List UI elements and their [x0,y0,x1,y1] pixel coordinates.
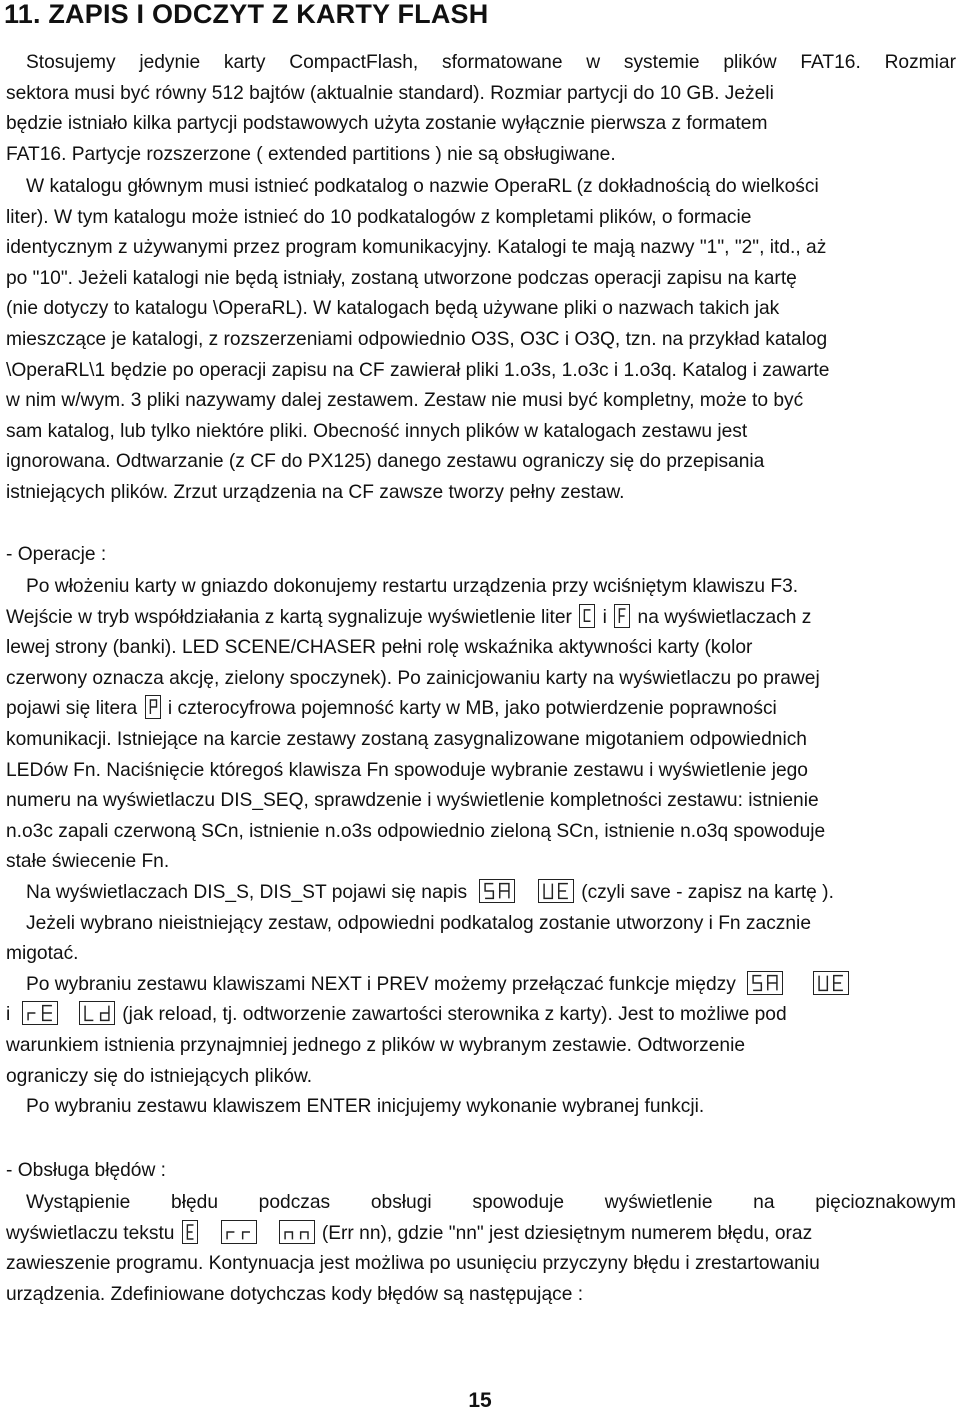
ops-line-8: numeru na wyświetlaczu DIS_SEQ, sprawdzenie i wyświetlenie kompletności zestawu: istnienie [6,790,819,812]
errors-line-2 [6,1219,956,1250]
intro-line-3: będzie istniało kilka partycji podstawowych użyta zostanie wyłącznie pierwsza z formatem [6,113,768,135]
operations-paragraph [6,572,956,1123]
errors-line-2a: wyświetlaczu tekstu [6,1222,175,1244]
section-title: 11. ZAPIS I ODCZYT Z KARTY FLASH [4,0,489,29]
ops-switch-text-b: i [6,1004,11,1026]
display-ue-icon-2 [813,971,849,995]
catalog-paragraph [6,172,956,509]
catalog-line-6: mieszczące je katalogi, z rozszerzeniami odpowiednio O3S, O3C i O3Q, tzn. na przykład katalog [6,328,828,350]
errors-paragraph [6,1188,956,1310]
ops-line-10: stałe świecenie Fn. [6,851,170,873]
catalog-line-5: (nie dotyczy to katalogu \OperaRL). W katalogach będą używane pliki o nazwach takich jak [6,298,780,320]
ops-enter-line: Po wybraniu zestawu klawiszem ENTER inicjujemy wykonanie wybranej funkcji. [26,1096,705,1118]
display-sa-icon [479,879,515,903]
ops-line-3: lewej strony (banki). LED SCENE/CHASER pełni rolę wskaźnika aktywności karty (kolor [6,637,753,659]
display-rr-icon [221,1220,257,1244]
ops-line-2b: i [602,606,607,628]
ops-line-2 [6,603,956,634]
ops-line-2a: Wejście w tryb współdziałania z kartą sygnalizuje wyświetlenie liter [6,606,572,628]
catalog-line-11: istniejących plików. Zrzut urządzenia na CF zawsze tworzy pełny zestaw. [6,481,625,503]
display-e-icon [182,1220,198,1244]
ops-line-1: Po włożeniu karty w gniazdo dokonujemy restartu urządzenia przy wciśniętym klawiszu F3. [26,576,799,597]
intro-line-1: Stosujemy jedynie karty CompactFlash, sformatowane w systemie plików FAT16. Rozmiar [26,52,956,73]
errors-line-2b: (Err nn), gdzie "nn" jest dziesiętnym numerem błędu, oraz [321,1222,813,1244]
catalog-line-8: w nim w/wym. 3 pliki nazywamy dalej zestawem. Zestaw nie musi być kompletny, może to być [6,390,804,412]
ops-switch-text-c: (jak reload, tj. odtworzenie zawartości sterownika z karty). Jest to możliwe pod [122,1004,787,1026]
errors-line-3: zawieszenie programu. Kontynuacja jest możliwa po usunięciu przyczyny błędu i zrestartowaniu [6,1253,820,1275]
catalog-line-4: po "10". Jeżeli katalogi nie będą istniały, zostaną utworzone podczas operacji zapisu na kartę [6,267,797,289]
ops-save-text-a: Na wyświetlaczach DIS_S, DIS_ST pojawi się napis [26,881,468,903]
catalog-line-2: liter). W tym katalogu może istnieć do 10 podkatalogów z kompletami plików, o formacie [6,206,752,228]
ops-line-7: LEDów Fn. Naciśnięcie któregoś klawisza Fn spowoduje wybranie zestawu i wyświetlenie jego [6,759,808,781]
errors-line-4: urządzenia. Zdefiniowane dotychczas kody błędów są następujące : [6,1283,584,1305]
ops-save-line [6,878,956,909]
display-f-icon [614,604,630,628]
ops-line-5 [6,694,956,725]
ops-switch-line-2 [6,1000,956,1031]
page-number: 15 [468,1389,492,1412]
display-sa-icon-2 [747,971,783,995]
display-c-icon [579,604,595,628]
display-re-icon [22,1001,58,1025]
ops-switch-text-a: Po wybraniu zestawu klawiszami NEXT i PREV możemy przełączać funkcje między [26,973,736,995]
catalog-line-1: W katalogu głównym musi istnieć podkatalog o nazwie OperaRL (z dokładnością do wielkości [26,176,819,197]
display-ue-icon [538,879,574,903]
operations-heading: - Operacje : [6,544,107,565]
catalog-line-3: identycznym z używanymi przez program komunikacyjny. Katalogi te mają nazwy "1", "2", itd., aż [6,237,827,259]
catalog-line-9: sam katalog, lub tylko niektóre pliki. Obecność innych plików w katalogach zestawu jest [6,420,748,442]
intro-paragraph [6,48,956,170]
intro-line-4: FAT16. Partycje rozszerzone ( extended partitions ) nie są obsługiwane. [6,143,616,165]
ops-line-4: czerwony oznacza akcję, zielony spoczynek). Po zainicjowaniu karty na wyświetlaczu po prawej [6,667,820,689]
ops-line-6: komunikacji. Istniejące na karcie zestawy zostaną zasygnalizowane migotaniem odpowiednich [6,728,807,750]
ops-line-9: n.o3c zapali czerwoną SCn, istnienie n.o3s odpowiednio zieloną SCn, istnienie n.o3q spowoduje [6,820,826,842]
errors-heading: - Obsługa błędów : [6,1160,166,1181]
ops-new-set-line-1: Jeżeli wybrano nieistniejący zestaw, odpowiedni podkatalog zostanie utworzony i Fn zacznie [26,912,811,934]
display-nn-icon [279,1220,315,1244]
ops-line-2c: na wyświetlaczach z [637,606,812,628]
display-p-icon [145,695,161,719]
ops-save-text-b: (czyli save - zapisz na kartę ). [581,881,834,903]
ops-line-5a: pojawi się litera [6,698,138,720]
ops-switch-line-4: ograniczy się do istniejących plików. [6,1065,313,1087]
catalog-line-7: \OperaRL\1 będzie po operacji zapisu na CF zawierał pliki 1.o3s, 1.o3c i 1.o3q. Katalog i zawarte [6,359,830,381]
ops-new-set-line-2: migotać. [6,943,79,965]
ops-line-5b: i czterocyfrowa pojemność karty w MB, jako potwierdzenie poprawności [167,698,777,720]
errors-line-1: Wystąpienie błędu podczas obsługi spowoduje wyświetlenie na pięcioznakowym [26,1192,956,1213]
catalog-line-10: ignorowana. Odtwarzanie (z CF do PX125) danego zestawu ograniczy się do przepisania [6,451,765,473]
ops-switch-line-1 [6,970,956,1001]
ops-switch-line-3: warunkiem istnienia przynajmniej jednego z plików w wybranym zestawie. Odtworzenie [6,1034,746,1056]
display-ld-icon [79,1001,115,1025]
intro-line-2: sektora musi być równy 512 bajtów (aktualnie standard). Rozmiar partycji do 10 GB. Jeżeli [6,82,774,104]
